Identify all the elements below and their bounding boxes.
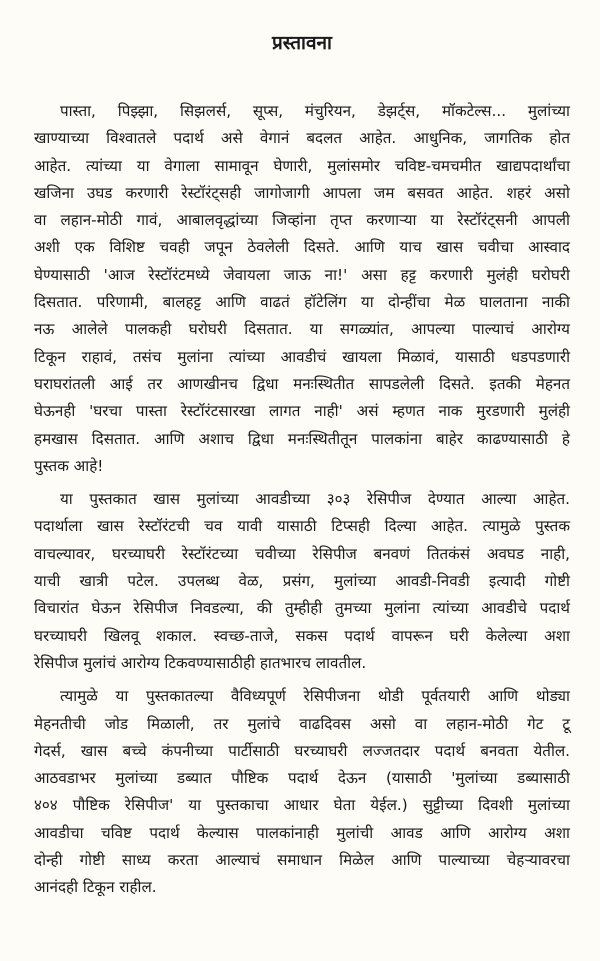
text-line: पास्ता, पिझ्झा, सिझलर्स, सूप्स, मंचुरियन, डेझर्ट्स, मॉकटेल्स... मुलांच्या — [60, 102, 570, 120]
text-line: त्यामुळे या पुस्तकातल्या वैविध्यपूर्ण रेसिपीजना थोडी पूर्वतयारी आणि थोड्या — [60, 687, 570, 706]
document-body — [34, 98, 570, 902]
paragraph-3 — [34, 683, 570, 901]
paragraph-2 — [34, 486, 570, 677]
text-line: पदार्थाला खास रेस्टॉरंटची चव यावी यासाठी टिप्सही दिल्या आहेत. त्यामुळे पुस्तक — [34, 517, 570, 536]
text-line: या पुस्तकात खास मुलांच्या आवडीच्या ३०३ रेसिपीज देण्यात आल्या आहेत. — [60, 490, 570, 509]
text-line: घराघरांतली आई तर आणखीनच द्विधा मनःस्थितीत सापडलेली दिसते. इतकी मेहनत — [34, 374, 570, 393]
text-line: हमखास दिसतात. आणि अशाच द्विधा मनःस्थितीतून पालकांना बाहेर काढण्यासाठी हे — [34, 429, 570, 448]
text-line: खाण्याच्या विश्वातले पदार्थ असे वेगानं बदलत आहेत. आधुनिक, जागतिक होत — [34, 129, 570, 148]
text-line: घेण्यासाठी 'आज रेस्टॉरंटमध्ये जेवायला जाऊ ना!' असा हट्ट करणारी मुलंही घरोघरी — [34, 265, 570, 284]
text-line: गेदर्स, खास बच्चे कंपनीच्या पार्टीसाठी घरच्याघरी लज्जतदार पदार्थ बनवता येतील. — [34, 741, 570, 760]
text-line: घरच्याघरी खिलवू शकाल. स्वच्छ-ताजे, सकस पदार्थ वापरून घरी केलेल्या अशा — [34, 626, 570, 645]
text-line: याची खात्री पटेल. उपलब्ध वेळ, प्रसंग, मुलांच्या आवडी-निवडी इत्यादी गोष्टी — [34, 572, 570, 591]
text-line: घेऊनही 'घरचा पास्ता रेस्टॉरंटसारखा लागत नाही' असं म्हणत नाक मुरडणारी मुलंही — [34, 402, 570, 421]
text-line: मेहनतीची जोड मिळाली, तर मुलांचे वाढदिवस असो वा लहान-मोठी गेट टू — [34, 714, 570, 733]
text-line: आठवडाभर मुलांच्या डब्यात पौष्टिक पदार्थ देऊन (यासाठी 'मुलांच्या डब्यासाठी — [34, 769, 570, 788]
text-line: आवडीचा चविष्ट पदार्थ केल्यास पालकांनाही मुलांची आवड आणि आरोग्य अशा — [34, 823, 570, 842]
text-line: आहेत. त्यांच्या या वेगाला सामावून घेणारी, मुलांसमोर चविष्ट-चमचमीत खाद्यपदार्थांचा — [34, 156, 570, 175]
text-line: नऊ आलेले पालकही घरोघरी दिसतात. या सगळ्यांत, आपल्या पाल्याचं आरोग्य — [34, 320, 570, 339]
text-line: दोन्ही गोष्टी साध्य करता आल्याचं समाधान मिळेल आणि पाल्याच्या चेहऱ्यावरचा — [34, 851, 570, 870]
text-line: रेसिपीज मुलांचं आरोग्य टिकवण्यासाठीही हातभारच लावतील. — [34, 653, 367, 672]
text-line: विचारांत घेऊन रेसिपीज निवडल्या, की तुम्हीही तुमच्या मुलांना त्यांच्या आवडीचे पदार्थ — [34, 599, 570, 618]
text-line: ४०४ पौष्टिक रेसिपीज' या पुस्तकाचा आधार घेता येईल.) सुट्टीच्या दिवशी मुलांच्या — [34, 796, 570, 815]
page-title: प्रस्तावना — [272, 32, 332, 54]
text-line: पुस्तक आहे! — [34, 456, 104, 475]
text-line: वा लहान-मोठी गावं, आबालवृद्धांच्या जिव्हांना तृप्त करणाऱ्या या रेस्टॉरंट्सनी आपली — [34, 211, 570, 230]
text-line: टिकून राहावं, तसंच मुलांना त्यांच्या आवडीचं खायला मिळावं, यासाठी धडपडणारी — [34, 347, 570, 366]
text-line: वाचल्यावर, घरच्याघरी रेस्टॉरंटच्या चवीच्या रेसिपीज बनवणं तितकंसं अवघड नाही, — [34, 544, 570, 563]
text-line: आनंदही टिकून राहील. — [34, 878, 157, 897]
text-line: अशी एक विशिष्ट चवही जपून ठेवलेली दिसते. आणि याच खास चवीचा आस्वाद — [34, 238, 570, 257]
text-line: खजिना उघड करणारी रेस्टॉरंट्सही जागोजागी आपला जम बसवत आहेत. शहरं असो — [34, 183, 570, 202]
paragraph-1 — [34, 98, 570, 480]
text-line: दिसतात. परिणामी, बालहट्ट आणि वाढतं हॉटेलिंग या दोन्हींचा मेळ घालताना नाकी — [34, 293, 570, 312]
